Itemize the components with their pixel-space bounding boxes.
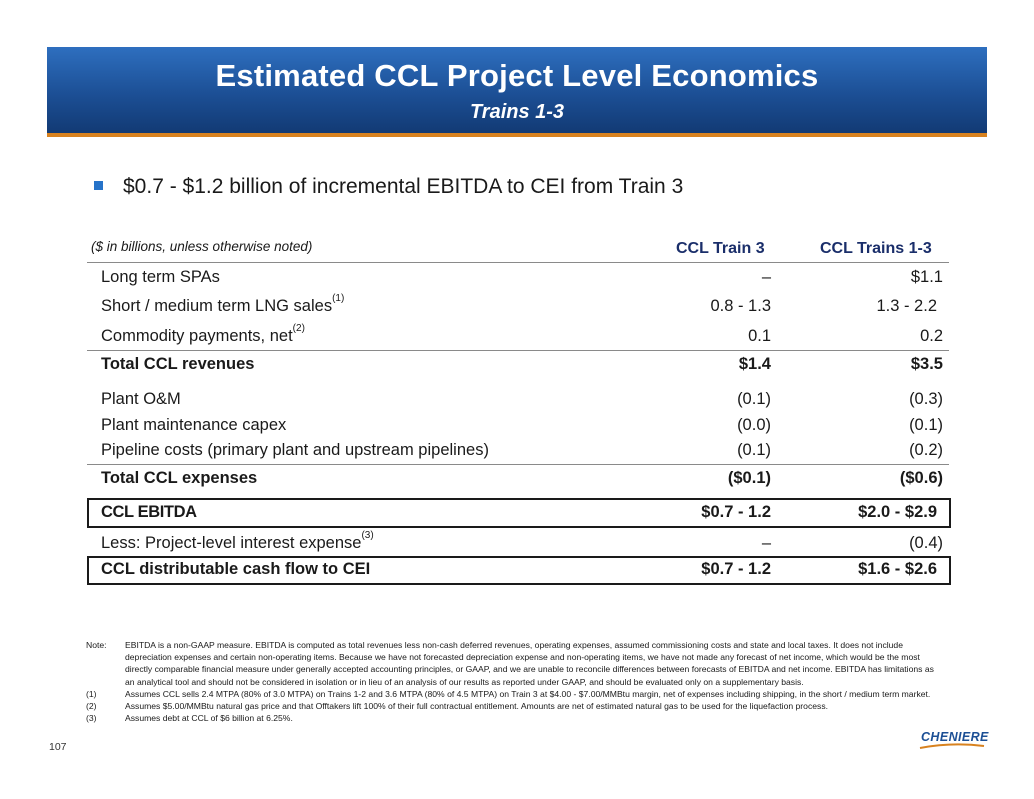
footnote-ref: (2) (292, 323, 305, 334)
row-label: Total CCL expenses (101, 469, 258, 487)
footnote-text: Assumes $5.00/MMBtu natural gas price and that Offtakers lift 100% of their full contractual entitlement. Amounts are net of estimated natural gas to be used for the liquefaction process. (125, 701, 829, 712)
value-train-3: – (761, 268, 771, 286)
footnote-ref: (3) (361, 530, 374, 541)
column-header-trains-1-3: CCL Trains 1-3 (820, 240, 932, 257)
page-title: Estimated CCL Project Level Economics (215, 58, 819, 93)
value-train-3: 0.8 - 1.3 (710, 297, 771, 315)
footnote-text: Assumes CCL sells 2.4 MTPA (80% of 3.0 MTPA) on Trains 1-2 and 3.6 MTPA (80% of 4.5 MTPA) on Train 3 at $4.00 - $7.00/MMBtu margin, net of expenses including shipping, in the short / medium term market. (125, 688, 931, 699)
value-train-3: (0.1) (737, 390, 771, 408)
table-row (87, 530, 949, 556)
page-subtitle: Trains 1-3 (469, 101, 565, 123)
value-trains-1-3: $1.1 (910, 268, 943, 286)
footnote-text: Assumes debt at CCL of $6 billion at 6.25%. (125, 713, 293, 724)
footnote-key: Note: (86, 640, 107, 650)
bullet-text: $0.7 - $1.2 billion of incremental EBITDA to CEI from Train 3 (123, 175, 684, 198)
value-trains-1-3: 0.2 (920, 327, 943, 345)
value-trains-1-3: 1.3 - 2.2 (876, 297, 937, 315)
table-row (87, 293, 949, 319)
value-train-3: $0.7 - 1.2 (701, 560, 771, 578)
header-rule (87, 262, 949, 263)
value-trains-1-3: $2.0 - $2.9 (858, 503, 937, 521)
value-trains-1-3: $3.5 (910, 355, 943, 373)
value-train-3: $1.4 (738, 355, 771, 373)
table-row (87, 503, 949, 525)
value-trains-1-3: (0.2) (909, 441, 943, 459)
column-header-train-3: CCL Train 3 (676, 240, 765, 257)
table-row (87, 355, 949, 377)
cheniere-logo: CHENIERE (921, 730, 989, 744)
table-row (87, 560, 949, 582)
units-note: ($ in billions, unless otherwise noted) (91, 239, 313, 254)
footnote-key: (2) (86, 701, 97, 712)
footnote-key: (1) (86, 688, 97, 699)
value-train-3: 0.1 (748, 327, 771, 345)
row-label: Less: Project-level interest expense$^{(3)}$ (101, 530, 374, 552)
footnote-2 (86, 700, 936, 712)
value-trains-1-3: (0.1) (909, 416, 943, 434)
expenses-rule (87, 464, 949, 465)
footnote-text: EBITDA is a non-GAAP measure. EBITDA is computed as total revenues less non-cash deferred revenues, operating expenses, assumed commissioning costs and state and local taxes. It does not include depreciation expenses and certain non-operating items. Because we have not forecasted depreciation expense and non-operating items, we have not made any forecast of net income, which would be the most directly comparable financial measure under generally accepted accounting principles, or GAAP, and we are unable to reconcile differences between forecasts of EBITDA and net income. EBITDA has limitations as an analytical tool and should not be considered in isolation or in lieu of an analysis of our results as reported under GAAP, and should be evaluated only on a supplementary basis. (125, 640, 934, 687)
logo-swoosh-icon (918, 743, 986, 750)
row-label: Short / medium term LNG sales$^{(1)}$ (101, 293, 345, 315)
footnote-1 (86, 688, 936, 700)
value-train-3: – (761, 534, 771, 552)
row-label: CCL EBITDA (101, 503, 197, 521)
page-number: 107 (49, 741, 67, 753)
table-row (87, 416, 949, 438)
value-train-3: ($0.1) (727, 469, 771, 487)
value-train-3: $0.7 - 1.2 (701, 503, 771, 521)
revenues-rule (87, 350, 949, 351)
table-row (87, 323, 949, 349)
table-row (87, 441, 949, 463)
table-row (87, 469, 949, 491)
footnotes (86, 639, 936, 724)
value-train-3: (0.0) (737, 416, 771, 434)
table-row (87, 390, 949, 412)
title-banner-underline (47, 133, 987, 137)
value-trains-1-3: (0.3) (909, 390, 943, 408)
row-label: Plant maintenance capex (101, 416, 287, 434)
value-trains-1-3: ($0.6) (899, 469, 943, 487)
table-row (87, 268, 949, 290)
footnote-ref: (1) (332, 293, 345, 304)
value-trains-1-3: (0.4) (909, 534, 943, 552)
row-label: Long term SPAs (101, 268, 220, 286)
bullet-square-icon (94, 181, 103, 190)
row-label: CCL distributable cash flow to CEI (101, 560, 371, 578)
row-label: Total CCL revenues (101, 355, 255, 373)
row-label: Commodity payments, net$^{(2)}$ (101, 323, 305, 345)
footnote-3 (86, 712, 936, 724)
row-label: Plant O&M (101, 390, 181, 408)
footnote-key: (3) (86, 713, 97, 724)
value-train-3: (0.1) (737, 441, 771, 459)
row-label: Pipeline costs (primary plant and upstream pipelines) (101, 441, 489, 459)
footnote-note (86, 639, 936, 688)
value-trains-1-3: $1.6 - $2.6 (858, 560, 937, 578)
